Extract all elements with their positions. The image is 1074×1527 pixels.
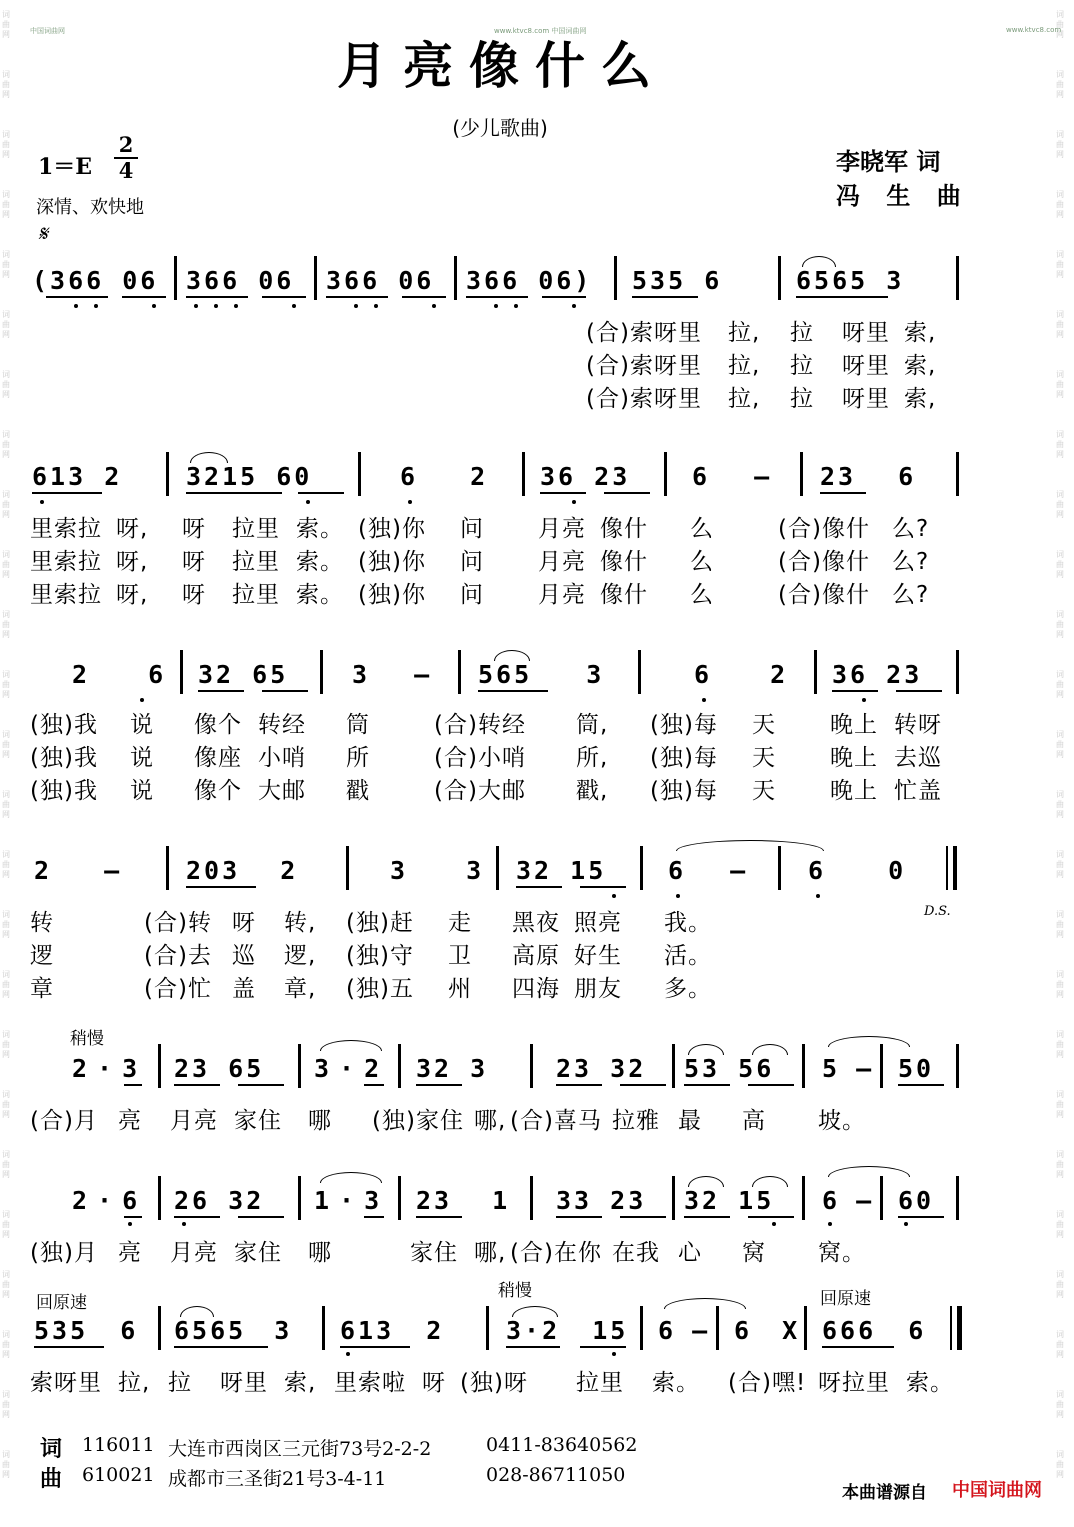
lyric: 呀里 xyxy=(842,353,890,379)
lyric: 呀里 xyxy=(220,1370,268,1396)
side-watermark-text: 词曲网 xyxy=(1056,1090,1064,1119)
measure: 6 – xyxy=(692,462,773,491)
footer-ci-zip: 116011 xyxy=(82,1434,155,1456)
lyric: 拉里 xyxy=(232,582,280,608)
composer-credit: 冯 生 曲 xyxy=(836,182,970,210)
lyric: 么 xyxy=(690,516,714,542)
measure: 3 3 xyxy=(390,856,485,885)
lyric: 小哨 xyxy=(258,745,306,771)
lyric: 心 xyxy=(678,1240,702,1266)
lyric: 逻 xyxy=(30,943,54,969)
side-watermark-text: 词曲网 xyxy=(2,1390,10,1419)
side-watermark-text: 词曲网 xyxy=(1056,1450,1064,1479)
measure: 3·2 xyxy=(314,1054,390,1083)
side-watermark-text: 词曲网 xyxy=(1056,910,1064,939)
lyric: 么? xyxy=(892,582,930,608)
measure: 23 32 xyxy=(556,1054,647,1083)
measure: 613 2 xyxy=(340,1316,445,1345)
measure: 2 – xyxy=(34,856,123,885)
bar-line xyxy=(956,256,959,300)
lyric: 说 xyxy=(130,745,154,771)
measure: 366 06 xyxy=(326,266,435,295)
bar-line xyxy=(314,256,317,300)
bar-line xyxy=(614,256,617,300)
lyric: 高 xyxy=(742,1108,766,1134)
lyric: (独)每 xyxy=(650,778,718,804)
side-watermark-text: 词曲网 xyxy=(2,1150,10,1179)
lyric: 拉, xyxy=(118,1370,151,1396)
lyric: (独)家住 xyxy=(372,1108,464,1134)
lyric: (合)去 xyxy=(144,943,212,969)
measure: 6 2 xyxy=(400,462,489,491)
tempo-marking: 深情、欢快地 xyxy=(36,197,144,218)
lyric: (独)月 xyxy=(30,1240,98,1266)
lyric: 么 xyxy=(690,549,714,575)
measure: 6 – xyxy=(658,1316,711,1345)
lyric: (独)五 xyxy=(346,976,414,1002)
measure: 32 15 xyxy=(684,1186,775,1215)
lyric: 呀 xyxy=(182,549,206,575)
lyric: 索, xyxy=(904,353,937,379)
side-watermark-text: 词曲网 xyxy=(2,970,10,999)
lyric: 转呀 xyxy=(894,712,942,738)
lyric: 像什 xyxy=(600,516,648,542)
side-watermark-text: 词曲网 xyxy=(2,10,10,39)
lyric: 呀里 xyxy=(842,320,890,346)
side-watermark-text: 词曲网 xyxy=(2,490,10,519)
bar-line xyxy=(454,256,457,300)
side-watermark-text: 词曲网 xyxy=(2,1270,10,1299)
lyric: 亮 xyxy=(118,1240,142,1266)
measure: 53 56 xyxy=(684,1054,775,1083)
tempo-change: 回原速 xyxy=(36,1293,87,1313)
lyric: 戳 xyxy=(346,778,370,804)
lyric: 转 xyxy=(30,910,54,936)
lyric: (独)守 xyxy=(346,943,414,969)
lyric: 月亮 xyxy=(538,582,586,608)
ds-marking: D.S. xyxy=(924,904,951,919)
side-watermark-text: 词曲网 xyxy=(1056,1030,1064,1059)
lyric: 章 xyxy=(30,976,54,1002)
lyric: 拉, xyxy=(728,353,761,379)
measure: 3 – xyxy=(352,660,433,689)
lyric: 巡 xyxy=(232,943,256,969)
side-watermark-text: 词曲网 xyxy=(1056,1150,1064,1179)
lyric: 问 xyxy=(460,549,484,575)
side-watermark-text: 词曲网 xyxy=(2,1090,10,1119)
tempo-change: 稍慢 xyxy=(498,1281,532,1301)
footer-ci-label: 词 xyxy=(40,1436,63,1462)
measure: 23 65 xyxy=(174,1054,265,1083)
lyric: 像什 xyxy=(600,549,648,575)
measure: 3·2 15 xyxy=(506,1316,629,1345)
meter-top: 2 xyxy=(118,132,134,157)
lyric: 四海 xyxy=(512,976,560,1002)
measure: 5 – xyxy=(822,1054,875,1083)
lyric: (合)索呀里 xyxy=(586,320,702,346)
side-watermark-text: 词曲网 xyxy=(2,910,10,939)
side-watermark-text: 词曲网 xyxy=(1056,1210,1064,1239)
lyric: 多。 xyxy=(664,976,712,1002)
side-watermark-text: 词曲网 xyxy=(1056,1270,1064,1299)
lyric: 走 xyxy=(448,910,472,936)
measure: 2 6 xyxy=(72,660,167,689)
bar-line xyxy=(174,256,177,300)
lyric: 里索啦 xyxy=(334,1370,406,1396)
lyric: (合)月 xyxy=(30,1108,98,1134)
lyric: 拉 xyxy=(168,1370,192,1396)
measure: 23 1 xyxy=(416,1186,511,1215)
lyric: 最 xyxy=(678,1108,702,1134)
lyric: 家住 xyxy=(234,1108,282,1134)
lyric: 说 xyxy=(130,778,154,804)
lyric: 黑夜 xyxy=(512,910,560,936)
lyric: 呀里 xyxy=(842,386,890,412)
footer-ci-phone: 0411-83640562 xyxy=(486,1434,638,1456)
lyric: 索。 xyxy=(296,516,344,542)
lyric: 拉里 xyxy=(232,516,280,542)
lyric: 像个 xyxy=(194,712,242,738)
lyric: 像什 xyxy=(600,582,648,608)
lyric: (独)每 xyxy=(650,712,718,738)
lyric: 筒, xyxy=(576,712,609,738)
lyric: (合)索呀里 xyxy=(586,386,702,412)
lyric: 晚上 xyxy=(830,778,878,804)
footer-qu-zip: 610021 xyxy=(82,1464,155,1486)
lyric: 亮 xyxy=(118,1108,142,1134)
lyric: (合)索呀里 xyxy=(586,353,702,379)
tempo-change: 稍慢 xyxy=(70,1029,104,1049)
side-watermark-text: 词曲网 xyxy=(1056,190,1064,219)
lyric: 章, xyxy=(284,976,317,1002)
measure: 60 xyxy=(898,1186,935,1215)
lyric: (合)小哨 xyxy=(434,745,526,771)
side-watermark-text: 词曲网 xyxy=(2,550,10,579)
side-watermark-text: 词曲网 xyxy=(1056,670,1064,699)
lyric: 索呀里 xyxy=(30,1370,102,1396)
measure: 23 6 xyxy=(820,462,917,491)
side-watermark-text: 词曲网 xyxy=(2,310,10,339)
lyric: 筒 xyxy=(346,712,370,738)
footer-ci-address: 大连市西岗区三元街73号2-2-2 xyxy=(168,1438,432,1460)
lyric: 拉里 xyxy=(576,1370,624,1396)
side-watermark-text: 词曲网 xyxy=(2,70,10,99)
measure: 6 0 xyxy=(808,856,907,885)
lyric: (独)我 xyxy=(30,712,98,738)
lyric: 月亮 xyxy=(538,516,586,542)
side-watermark-text: 词曲网 xyxy=(2,1450,10,1479)
lyricist-credit: 李晓军 词 xyxy=(836,148,941,176)
lyric: 呀 xyxy=(232,910,256,936)
lyric: (合)转 xyxy=(144,910,212,936)
lyric: 呀, xyxy=(116,549,149,575)
measure: 666 6 xyxy=(822,1316,927,1345)
lyric: 晚上 xyxy=(830,712,878,738)
lyric: 哪 xyxy=(308,1240,332,1266)
side-watermark-text: 词曲网 xyxy=(2,370,10,399)
lyric: 呀 xyxy=(182,582,206,608)
lyric: 索。 xyxy=(906,1370,954,1396)
lyric: 窝。 xyxy=(818,1240,866,1266)
measure: 26 32 xyxy=(174,1186,265,1215)
lyric: 么? xyxy=(892,549,930,575)
lyric: (合)大邮 xyxy=(434,778,526,804)
side-watermark-text: 词曲网 xyxy=(1056,430,1064,459)
lyric: (合)嘿! xyxy=(728,1370,807,1396)
side-watermark-text: 词曲网 xyxy=(1056,610,1064,639)
lyric: 像个 xyxy=(194,778,242,804)
measure: 32 15 xyxy=(516,856,607,885)
lyric: 索, xyxy=(284,1370,317,1396)
meter-bottom: 4 xyxy=(118,158,134,183)
lyric: (合)像什 xyxy=(778,582,870,608)
measure: 2·6 xyxy=(72,1186,148,1215)
side-watermark-text: 词曲网 xyxy=(1056,130,1064,159)
lyric: 里索拉 xyxy=(30,549,102,575)
side-watermark-text: 词曲网 xyxy=(2,1210,10,1239)
lyric: 呀 xyxy=(422,1370,446,1396)
side-watermark-text: 词曲网 xyxy=(2,790,10,819)
lyric: 天 xyxy=(752,778,776,804)
side-watermark-text: 词曲网 xyxy=(1056,850,1064,879)
lyric: (独)呀 xyxy=(460,1370,528,1396)
side-watermark-text: 词曲网 xyxy=(1056,370,1064,399)
measure: 36 23 xyxy=(540,462,631,491)
lyric: 家住 xyxy=(410,1240,458,1266)
lyric: 拉雅 xyxy=(612,1108,660,1134)
lyric: 卫 xyxy=(448,943,472,969)
lyric: (独)赶 xyxy=(346,910,414,936)
lyric: 呀拉里 xyxy=(818,1370,890,1396)
lyric: 说 xyxy=(130,712,154,738)
right-watermark-strip xyxy=(1056,0,1074,1527)
side-watermark-text: 词曲网 xyxy=(2,730,10,759)
lyric: 拉 xyxy=(790,353,814,379)
lyric: 天 xyxy=(752,712,776,738)
measure: 535 6 xyxy=(632,266,723,295)
footer-qu-label: 曲 xyxy=(40,1466,63,1492)
side-watermark-text: 词曲网 xyxy=(1056,1330,1064,1359)
time-signature xyxy=(114,133,138,183)
lyric: 索, xyxy=(904,320,937,346)
lyric: (合)像什 xyxy=(778,516,870,542)
left-watermark-strip xyxy=(2,0,22,1527)
key-signature: 1＝E xyxy=(38,154,93,180)
lyric: 州 xyxy=(448,976,472,1002)
measure: 535 6 xyxy=(34,1316,139,1345)
lyric: 大邮 xyxy=(258,778,306,804)
lyric: 索。 xyxy=(296,549,344,575)
lyric: (独)你 xyxy=(358,549,426,575)
lyric: 转, xyxy=(284,910,317,936)
lyric: 天 xyxy=(752,745,776,771)
tempo-change: 回原速 xyxy=(820,1289,871,1309)
side-watermark-text: 词曲网 xyxy=(1056,550,1064,579)
side-watermark-text: 词曲网 xyxy=(2,670,10,699)
lyric: 哪, xyxy=(474,1240,507,1266)
lyric: (合)忙 xyxy=(144,976,212,1002)
measure: 2·3 xyxy=(72,1054,148,1083)
lyric: 坡。 xyxy=(818,1108,866,1134)
lyric: (独)我 xyxy=(30,778,98,804)
side-watermark-text: 词曲网 xyxy=(1056,70,1064,99)
lyric: 所, xyxy=(576,745,609,771)
lyric: 索。 xyxy=(652,1370,700,1396)
lyric: 转经 xyxy=(258,712,306,738)
side-watermark-text: 词曲网 xyxy=(2,250,10,279)
lyric: 里索拉 xyxy=(30,582,102,608)
lyric: 里索拉 xyxy=(30,516,102,542)
lyric: 活。 xyxy=(664,943,712,969)
lyric: 忙盖 xyxy=(894,778,942,804)
measure: 6565 3 xyxy=(174,1316,293,1345)
measure: 32 65 xyxy=(198,660,289,689)
lyric: (合)转经 xyxy=(434,712,526,738)
side-watermark-text: 词曲网 xyxy=(2,850,10,879)
side-watermark-text: 词曲网 xyxy=(2,1030,10,1059)
lyric: 哪, xyxy=(474,1108,507,1134)
measure: 3215 60 xyxy=(186,462,313,491)
side-watermark-text: 词曲网 xyxy=(2,1330,10,1359)
lyric: (独)每 xyxy=(650,745,718,771)
lyric: 么 xyxy=(690,582,714,608)
lyric: 所 xyxy=(346,745,370,771)
lyric: (合)喜马 xyxy=(510,1108,602,1134)
measure: 203 2 xyxy=(186,856,299,885)
lyric: 问 xyxy=(460,582,484,608)
lyric: (独)你 xyxy=(358,582,426,608)
side-watermark-text: 词曲网 xyxy=(1056,10,1064,39)
lyric: 照亮 xyxy=(574,910,622,936)
side-watermark-text: 词曲网 xyxy=(1056,490,1064,519)
lyric: 窝 xyxy=(742,1240,766,1266)
lyric: (合)在你 xyxy=(510,1240,602,1266)
segno-sign: 𝄋 xyxy=(38,222,48,247)
side-watermark-text: 词曲网 xyxy=(1056,250,1064,279)
measure: 6565 3 xyxy=(796,266,905,295)
measure: 565 3 xyxy=(478,660,605,689)
lyric: 索, xyxy=(904,386,937,412)
lyric: 拉, xyxy=(728,386,761,412)
brand-link[interactable]: 中国词曲网 xyxy=(952,1480,1042,1501)
measure: (366 06 xyxy=(32,266,159,295)
lyric: 像座 xyxy=(194,745,242,771)
side-watermark-text: 词曲网 xyxy=(1056,310,1064,339)
lyric: 哪 xyxy=(308,1108,332,1134)
lyric: 盖 xyxy=(232,976,256,1002)
lyric: 我。 xyxy=(664,910,712,936)
lyric: 拉里 xyxy=(232,549,280,575)
lyric: 拉, xyxy=(728,320,761,346)
watermark-left: 中国词曲网 xyxy=(30,27,65,35)
lyric: 么? xyxy=(892,516,930,542)
side-watermark-text: 词曲网 xyxy=(1056,970,1064,999)
side-watermark-text: 词曲网 xyxy=(1056,730,1064,759)
lyric: 月亮 xyxy=(170,1240,218,1266)
measure: 32 3 xyxy=(416,1054,489,1083)
measure: 6 – xyxy=(668,856,749,885)
measure: 6 2 xyxy=(694,660,789,689)
lyric: 问 xyxy=(460,516,484,542)
side-watermark-text: 词曲网 xyxy=(2,430,10,459)
watermark-right: www.ktvc8.com xyxy=(1006,26,1062,34)
lyric: 逻, xyxy=(284,943,317,969)
lyric: 拉 xyxy=(790,386,814,412)
measure: 366 06 xyxy=(186,266,295,295)
lyric: 高原 xyxy=(512,943,560,969)
song-subtitle: (少儿歌曲) xyxy=(452,116,548,140)
bar-line xyxy=(778,256,781,300)
lyric: 戳, xyxy=(576,778,609,804)
footer-qu-phone: 028-86711050 xyxy=(486,1464,626,1486)
measure: 6 X xyxy=(734,1316,801,1345)
source-label: 本曲谱源自 xyxy=(842,1483,927,1503)
side-watermark-text: 词曲网 xyxy=(1056,1390,1064,1419)
song-title: 月亮像什么 xyxy=(337,36,667,95)
lyric: 呀, xyxy=(116,516,149,542)
side-watermark-text: 词曲网 xyxy=(2,610,10,639)
lyric: 呀, xyxy=(116,582,149,608)
lyric: (独)你 xyxy=(358,516,426,542)
side-watermark-text: 词曲网 xyxy=(2,130,10,159)
measure: 1·3 xyxy=(314,1186,390,1215)
lyric: 月亮 xyxy=(170,1108,218,1134)
footer-qu-address: 成都市三圣街21号3-4-11 xyxy=(168,1468,387,1490)
lyric: 索。 xyxy=(296,582,344,608)
side-watermark-text: 词曲网 xyxy=(2,190,10,219)
measure: 6 – xyxy=(822,1186,875,1215)
lyric: (合)像什 xyxy=(778,549,870,575)
lyric: 好生 xyxy=(574,943,622,969)
lyric: 月亮 xyxy=(538,549,586,575)
measure: 36 23 xyxy=(832,660,923,689)
measure: 33 23 xyxy=(556,1186,647,1215)
lyric: 呀 xyxy=(182,516,206,542)
lyric: (独)我 xyxy=(30,745,98,771)
side-watermark-text: 词曲网 xyxy=(1056,790,1064,819)
lyric: 朋友 xyxy=(574,976,622,1002)
watermark-center: www.ktvc8.com 中国词曲网 xyxy=(494,27,587,35)
measure: 366 06) xyxy=(466,266,593,295)
lyric: 拉 xyxy=(790,320,814,346)
lyric: 在我 xyxy=(612,1240,660,1266)
measure: 613 2 xyxy=(32,462,123,491)
measure: 50 xyxy=(898,1054,935,1083)
lyric: 晚上 xyxy=(830,745,878,771)
lyric: 去巡 xyxy=(894,745,942,771)
lyric: 家住 xyxy=(234,1240,282,1266)
